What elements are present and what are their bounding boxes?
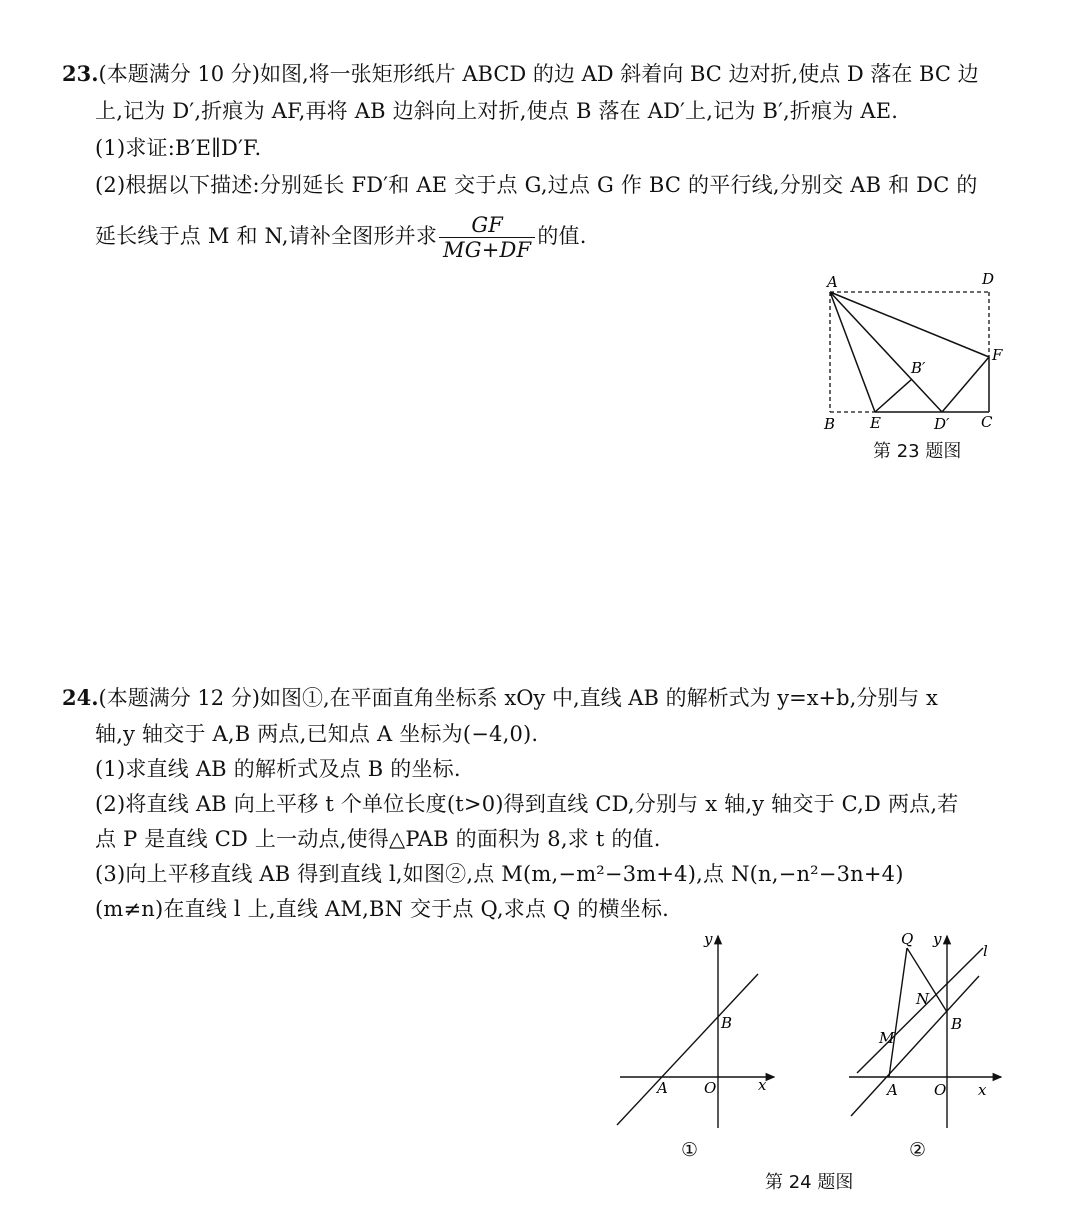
fraction-numerator: GF: [439, 213, 535, 238]
q23-number: 23.: [62, 61, 99, 86]
label-e: E: [870, 414, 881, 432]
label-b: B: [824, 415, 836, 433]
q24-part1: (1)求直线 AB 的解析式及点 B 的坐标.: [95, 757, 461, 781]
label-x: x: [758, 1076, 767, 1094]
label-y: y: [704, 930, 713, 948]
q23-caption: 第 23 题图: [873, 441, 962, 462]
label-b: B: [951, 1015, 963, 1033]
q23-part1: (1)求证:B′E∥D′F.: [95, 136, 262, 160]
line-l: [857, 948, 983, 1073]
q24-text-line1: (本题满分 12 分)如图①,在平面直角坐标系 xOy 中,直线 AB 的解析式为 y=x+b,分别与 x: [98, 686, 938, 710]
label-f: F: [992, 346, 1003, 364]
q24-part2-line2: 点 P 是直线 CD 上一动点,使得△PAB 的面积为 8,求 t 的值.: [95, 827, 661, 851]
q24-part3-line1: (3)向上平移直线 AB 得到直线 l,如图②,点 M(m,−m²−3m+4),点 N(n,−n²−3n+4): [95, 862, 904, 886]
q23-part2-suffix: 的值.: [537, 224, 587, 248]
q23-line1: [62, 60, 979, 88]
q24-line1: [62, 684, 938, 712]
q24-number: 24.: [62, 685, 99, 710]
segment-d-prime-f: [942, 357, 989, 412]
label-y: y: [933, 930, 942, 948]
q24-part2-line1: (2)将直线 AB 向上平移 t 个单位长度(t>0)得到直线 CD,分别与 x 轴,y 轴交于 C,D 两点,若: [95, 792, 959, 816]
label-b-prime: B′: [911, 359, 926, 377]
q24-figure-2: [843, 928, 1013, 1143]
line-ab: [851, 976, 979, 1116]
q23-part2-line1: (2)根据以下描述:分别延长 FD′和 AE 交于点 G,过点 G 作 BC 的平行线,分别交 AB 和 DC 的: [95, 173, 978, 197]
q24-caption: 第 24 题图: [765, 1172, 854, 1193]
label-c: C: [981, 413, 993, 431]
q23-text-line1: (本题满分 10 分)如图,将一张矩形纸片 ABCD 的边 AD 斜着向 BC 边对折,使点 D 落在 BC 边: [98, 62, 979, 86]
label-q: Q: [901, 930, 914, 948]
q23-line2: 上,记为 D′,折痕为 AF,再将 AB 边斜向上对折,使点 B 落在 AD′上,记为 B′,折痕为 AE.: [95, 99, 899, 123]
label-o: O: [934, 1081, 947, 1099]
label-a: A: [887, 1081, 898, 1099]
label-d-prime: D′: [934, 415, 950, 433]
crease-af: [830, 292, 989, 357]
crease-ae: [830, 292, 875, 412]
label-a: A: [657, 1079, 668, 1097]
label-l: l: [983, 942, 988, 960]
label-x: x: [978, 1081, 987, 1099]
fraction-denominator: MG+DF: [443, 238, 532, 262]
figure-number-2-text: ②: [909, 1139, 927, 1161]
line-ab: [617, 974, 758, 1125]
q24-line2: 轴,y 轴交于 A,B 两点,已知点 A 坐标为(−4,0).: [95, 722, 539, 746]
q23-part2-line2: [95, 212, 587, 262]
q24-part3-line2: (m≠n)在直线 l 上,直线 AM,BN 交于点 Q,求点 Q 的横坐标.: [95, 897, 670, 921]
q23-fraction: [439, 213, 535, 262]
label-d: D: [982, 270, 995, 288]
segment-ad-prime: [830, 292, 942, 412]
figure-number-1-text: ①: [681, 1139, 699, 1161]
label-n: N: [916, 990, 930, 1008]
label-b: B: [721, 1014, 733, 1032]
q24-figure-1: [612, 928, 782, 1143]
label-o: O: [704, 1079, 717, 1097]
label-m: M: [879, 1029, 895, 1047]
q23-part2-prefix: 延长线于点 M 和 N,请补全图形并求: [95, 224, 438, 248]
segment-b-prime-e: [875, 379, 912, 412]
label-a: A: [827, 273, 838, 291]
q23-figure: [815, 265, 1015, 435]
